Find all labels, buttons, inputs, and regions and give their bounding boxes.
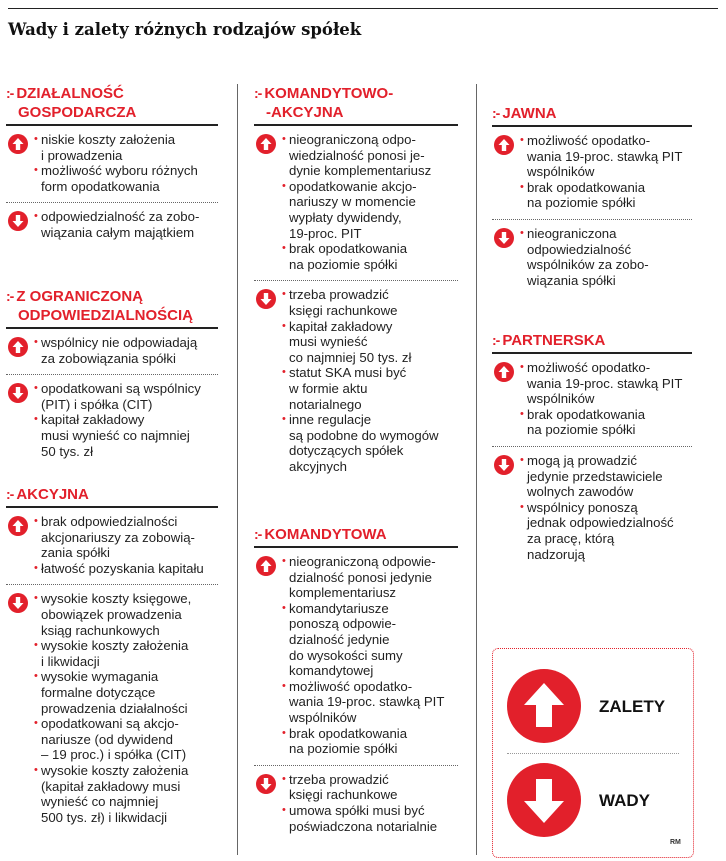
bullet-item: [521, 226, 692, 288]
legend-pros: [507, 669, 679, 745]
column-divider: [237, 84, 238, 855]
bullet-text-line: akcjonariuszy za zobowią-: [41, 529, 195, 545]
bullet-item: [283, 241, 458, 272]
bullet-text-line: • wysokie koszty księgowe,: [41, 591, 192, 607]
bullet-item: [283, 679, 458, 726]
bullet-text-line: i prowadzenia: [41, 147, 123, 163]
bullet-text-line: form opodatkowania: [41, 178, 160, 194]
bullet-text-line: odpowiedzialność: [527, 241, 632, 257]
section-komandytowa: [254, 525, 458, 834]
arrow-up-icon: [507, 669, 581, 743]
bullet-text-line: • nieograniczoną odpowie-: [289, 554, 436, 569]
bullet-text-line: • wysokie koszty założenia: [41, 762, 189, 778]
arrow-up-icon: [256, 556, 276, 576]
bullet-item: [35, 716, 218, 763]
bullet-text-line: w formie aktu: [289, 380, 368, 396]
pros-group: [254, 554, 458, 757]
arrow-up-icon: [8, 337, 28, 357]
bullet-text-line: wolnych zawodów: [527, 484, 634, 500]
bullet-text-line: na poziomie spółki: [527, 422, 636, 438]
arrow-up-icon: [8, 134, 28, 154]
pros-group: [6, 132, 218, 194]
bullet-item: [283, 726, 458, 757]
bullet-text-line: wiedzialność ponosi je-: [289, 147, 425, 163]
bullet-item: [521, 500, 692, 562]
bullet-text-line: co najmniej 50 tys. zł: [289, 349, 412, 365]
bullet-item: [283, 554, 458, 601]
pros-group: [6, 335, 218, 366]
dotted-divider: [492, 219, 692, 220]
bullet-text-line: wypłaty dywidendy,: [289, 209, 402, 225]
bullet-text-line: na poziomie spółki: [527, 195, 636, 211]
bullet-text-line: zania spółki: [41, 545, 110, 561]
bullet-text-line: notarialnego: [289, 396, 362, 412]
arrow-up-icon: [494, 135, 514, 155]
bullet-item: [283, 803, 458, 834]
bullet-text-line: do wysokości sumy: [289, 647, 403, 663]
bullet-text-line: • brak opodatkowania: [527, 179, 646, 195]
bullet-item: [283, 772, 458, 803]
bullet-text-line: ksiąg rachunkowych: [41, 622, 160, 638]
pros-group: [6, 514, 218, 576]
arrow-down-icon: [494, 455, 514, 475]
bullet-text-line: księgi rachunkowe: [289, 302, 398, 318]
page-title: Wady i zalety różnych rodzajów spółek: [8, 20, 362, 39]
bullet-text-line: • brak opodatkowania: [289, 725, 408, 741]
bullet-text-line: • kapitał zakładowy: [41, 412, 145, 428]
arrow-down-icon: [8, 593, 28, 613]
arrow-up-icon: [8, 516, 28, 536]
bullet-text-line: akcyjnych: [289, 458, 347, 474]
section-title-line: KOMANDYTOWO-: [264, 85, 394, 102]
dotted-divider: [254, 765, 458, 766]
top-rule: [8, 8, 718, 9]
section-partnerska: [492, 331, 692, 562]
arrow-down-icon: [8, 211, 28, 231]
bullet-text-line: wania 19-proc. stawką PIT: [527, 148, 683, 164]
cons-group: [254, 772, 458, 834]
section-heading: [254, 525, 458, 548]
pros-group: [254, 132, 458, 272]
bullet-text-line: wspólników: [527, 391, 595, 407]
section-heading: [254, 84, 458, 126]
legend-cons: [507, 763, 679, 839]
pros-group: [492, 133, 692, 211]
bullet-text-line: wynieść co najmniej: [41, 794, 159, 810]
bullet-text-line: • możliwość opodatko-: [289, 678, 413, 694]
section-title-line: ODPOWIEDZIALNOŚCIĄ: [18, 307, 193, 324]
bullet-text-line: • umowa spółki musi być: [289, 802, 425, 818]
arrow-up-icon: [494, 362, 514, 382]
bullet-text-line: • trzeba prowadzić: [289, 771, 389, 787]
section-heading: [492, 331, 692, 354]
bullet-item: [283, 132, 458, 179]
section-heading: [6, 287, 218, 329]
bullet-item: [521, 180, 692, 211]
arrow-down-icon: [256, 774, 276, 794]
bullet-text-line: wspólników: [289, 709, 357, 725]
bullet-text-line: • możliwość wyboru różnych: [41, 163, 198, 179]
bullet-text-line: • wysokie wymagania: [41, 669, 159, 685]
bullet-item: [283, 365, 458, 412]
section-heading: [6, 84, 218, 126]
bullet-item: [35, 381, 218, 412]
arrow-down-icon: [507, 763, 581, 837]
bullet-text-line: (PIT) i spółka (CIT): [41, 396, 153, 412]
pros-group: [492, 360, 692, 438]
bullet-text-line: • statut SKA musi być: [289, 365, 407, 381]
arrow-up-icon: [256, 134, 276, 154]
bullet-text-line: • niskie koszty założenia: [41, 132, 176, 147]
bullet-item: [283, 179, 458, 241]
column-divider: [476, 84, 477, 855]
cons-group: [492, 453, 692, 562]
bullet-text-line: prowadzenia działalności: [41, 700, 188, 716]
bullet-text-line: • brak odpowiedzialności: [41, 514, 178, 529]
cons-group: [254, 287, 458, 474]
bullet-text-line: wania 19-proc. stawką PIT: [289, 694, 445, 710]
bullet-item: [35, 412, 218, 459]
bullet-text-line: • mogą ją prowadzić: [527, 452, 637, 468]
cons-group: [492, 226, 692, 288]
section-title-line: Z OGRANICZONĄ: [16, 288, 143, 305]
bullet-text-line: • odpowiedzialność za zobo-: [41, 209, 200, 225]
cons-group: [6, 381, 218, 459]
bullet-text-line: • łatwość pozyskania kapitału: [41, 560, 204, 576]
section-marker: :-: [6, 486, 14, 502]
bullet-text-line: jedynie przedstawiciele: [527, 468, 663, 484]
bullet-text-line: 500 tys. zł) i likwidacji: [41, 809, 168, 825]
bullet-text-line: – 19 proc.) i spółka (CIT): [41, 747, 187, 763]
bullet-text-line: komandytowej: [289, 663, 374, 679]
bullet-text-line: • możliwość opodatko-: [527, 360, 651, 375]
bullet-text-line: dotyczących spółek: [289, 443, 404, 459]
bullet-text-line: poświadczona notarialnie: [289, 818, 438, 834]
legend-divider: [507, 753, 679, 754]
section-akcyjna: [6, 485, 218, 825]
dotted-divider: [6, 584, 218, 585]
bullet-text-line: nadzorują: [527, 546, 585, 562]
bullet-text-line: dzialność ponosi jedynie: [289, 569, 432, 585]
bullet-text-line: 19-proc. PIT: [289, 225, 362, 241]
bullet-text-line: nariuszy w momencie: [289, 194, 416, 210]
bullet-text-line: 50 tys. zł: [41, 443, 94, 459]
bullet-text-line: nariusze (od dywidend: [41, 731, 173, 747]
arrow-down-icon: [8, 383, 28, 403]
bullet-text-line: • nieograniczona: [527, 225, 617, 241]
bullet-text-line: • inne regulacje: [289, 412, 372, 428]
bullet-item: [35, 763, 218, 825]
bullet-item: [35, 132, 218, 163]
section-title-line: AKCYJNA: [16, 486, 89, 503]
bullet-text-line: komplementariusz: [289, 585, 397, 601]
bullet-text-line: • wspólnicy nie odpowiadają: [41, 335, 198, 350]
bullet-text-line: księgi rachunkowe: [289, 787, 398, 803]
dotted-divider: [6, 202, 218, 203]
bullet-item: [35, 163, 218, 194]
bullet-item: [35, 335, 218, 366]
section-marker: :-: [492, 105, 500, 121]
section-ska: [254, 84, 458, 474]
bullet-item: [35, 669, 218, 716]
section-marker: :-: [492, 332, 500, 348]
section-title-line: PARTNERSKA: [502, 332, 606, 349]
section-title-line: -AKCYJNA: [266, 104, 344, 121]
bullet-text-line: dzialność jedynie: [289, 631, 390, 647]
bullet-text-line: • możliwość opodatko-: [527, 133, 651, 148]
section-title-line: KOMANDYTOWA: [264, 526, 387, 543]
bullet-text-line: • brak opodatkowania: [289, 241, 408, 257]
bullet-text-line: • nieograniczoną odpo-: [289, 132, 416, 147]
cons-group: [6, 591, 218, 825]
bullet-text-line: są podobne do wymogów: [289, 427, 439, 443]
legend-box: [492, 648, 694, 858]
bullet-text-line: • opodatkowanie akcjo-: [289, 178, 417, 194]
section-marker: :-: [6, 288, 14, 304]
bullet-text-line: za zobowiązania spółki: [41, 350, 176, 366]
bullet-item: [35, 209, 218, 240]
section-title-line: DZIAŁALNOŚĆ: [16, 85, 124, 102]
section-marker: :-: [254, 85, 262, 101]
bullet-item: [521, 407, 692, 438]
bullet-text-line: ponoszą odpowie-: [289, 616, 397, 632]
bullet-text-line: wiązania całym majątkiem: [41, 224, 195, 240]
bullet-item: [35, 591, 218, 638]
bullet-item: [35, 638, 218, 669]
bullet-text-line: jednak odpowiedzialność: [527, 515, 674, 531]
section-heading: [6, 485, 218, 508]
section-title-line: GOSPODARCZA: [18, 104, 137, 121]
cons-group: [6, 209, 218, 240]
bullet-text-line: • wysokie koszty założenia: [41, 638, 189, 654]
bullet-text-line: • opodatkowani są akcjo-: [41, 716, 179, 732]
bullet-text-line: formalne dotyczące: [41, 684, 156, 700]
bullet-item: [35, 561, 218, 577]
section-zoo: [6, 287, 218, 459]
bullet-text-line: wspólników: [527, 164, 595, 180]
section-marker: :-: [6, 85, 14, 101]
legend-pros-label: ZALETY: [599, 697, 666, 716]
bullet-text-line: na poziomie spółki: [289, 741, 398, 757]
section-jawna: [492, 104, 692, 288]
legend-cons-label: WADY: [599, 791, 650, 810]
bullet-item: [35, 514, 218, 561]
bullet-text-line: wiązania spółki: [527, 272, 616, 288]
bullet-text-line: i likwidacji: [41, 653, 100, 669]
bullet-text-line: wspólników za zobo-: [527, 257, 649, 273]
bullet-text-line: wania 19-proc. stawką PIT: [527, 375, 683, 391]
section-marker: :-: [254, 526, 262, 542]
bullet-text-line: dynie komplementariusz: [289, 163, 432, 179]
section-dzialalnosc: [6, 84, 218, 241]
bullet-text-line: za pracę, którą: [527, 530, 615, 546]
author-credit: RM: [670, 839, 681, 846]
bullet-item: [283, 319, 458, 366]
dotted-divider: [6, 374, 218, 375]
bullet-text-line: • brak opodatkowania: [527, 406, 646, 422]
bullet-text-line: musi wynieść co najmniej: [41, 427, 190, 443]
bullet-text-line: • opodatkowani są wspólnicy: [41, 381, 201, 397]
bullet-item: [283, 601, 458, 679]
bullet-text-line: na poziomie spółki: [289, 256, 398, 272]
bullet-item: [521, 133, 692, 180]
arrow-down-icon: [494, 228, 514, 248]
dotted-divider: [492, 446, 692, 447]
bullet-text-line: (kapitał zakładowy musi: [41, 778, 181, 794]
bullet-text-line: • wspólnicy ponoszą: [527, 499, 638, 515]
section-title-line: JAWNA: [502, 105, 557, 122]
bullet-text-line: musi wynieść: [289, 334, 368, 350]
arrow-down-icon: [256, 289, 276, 309]
bullet-text-line: • kapitał zakładowy: [289, 318, 393, 334]
bullet-item: [521, 360, 692, 407]
dotted-divider: [254, 280, 458, 281]
bullet-item: [283, 287, 458, 318]
bullet-text-line: obowiązek prowadzenia: [41, 606, 182, 622]
bullet-text-line: • trzeba prowadzić: [289, 287, 389, 303]
bullet-item: [283, 412, 458, 474]
bullet-item: [521, 453, 692, 500]
section-heading: [492, 104, 692, 127]
bullet-text-line: • komandytariusze: [289, 600, 389, 616]
